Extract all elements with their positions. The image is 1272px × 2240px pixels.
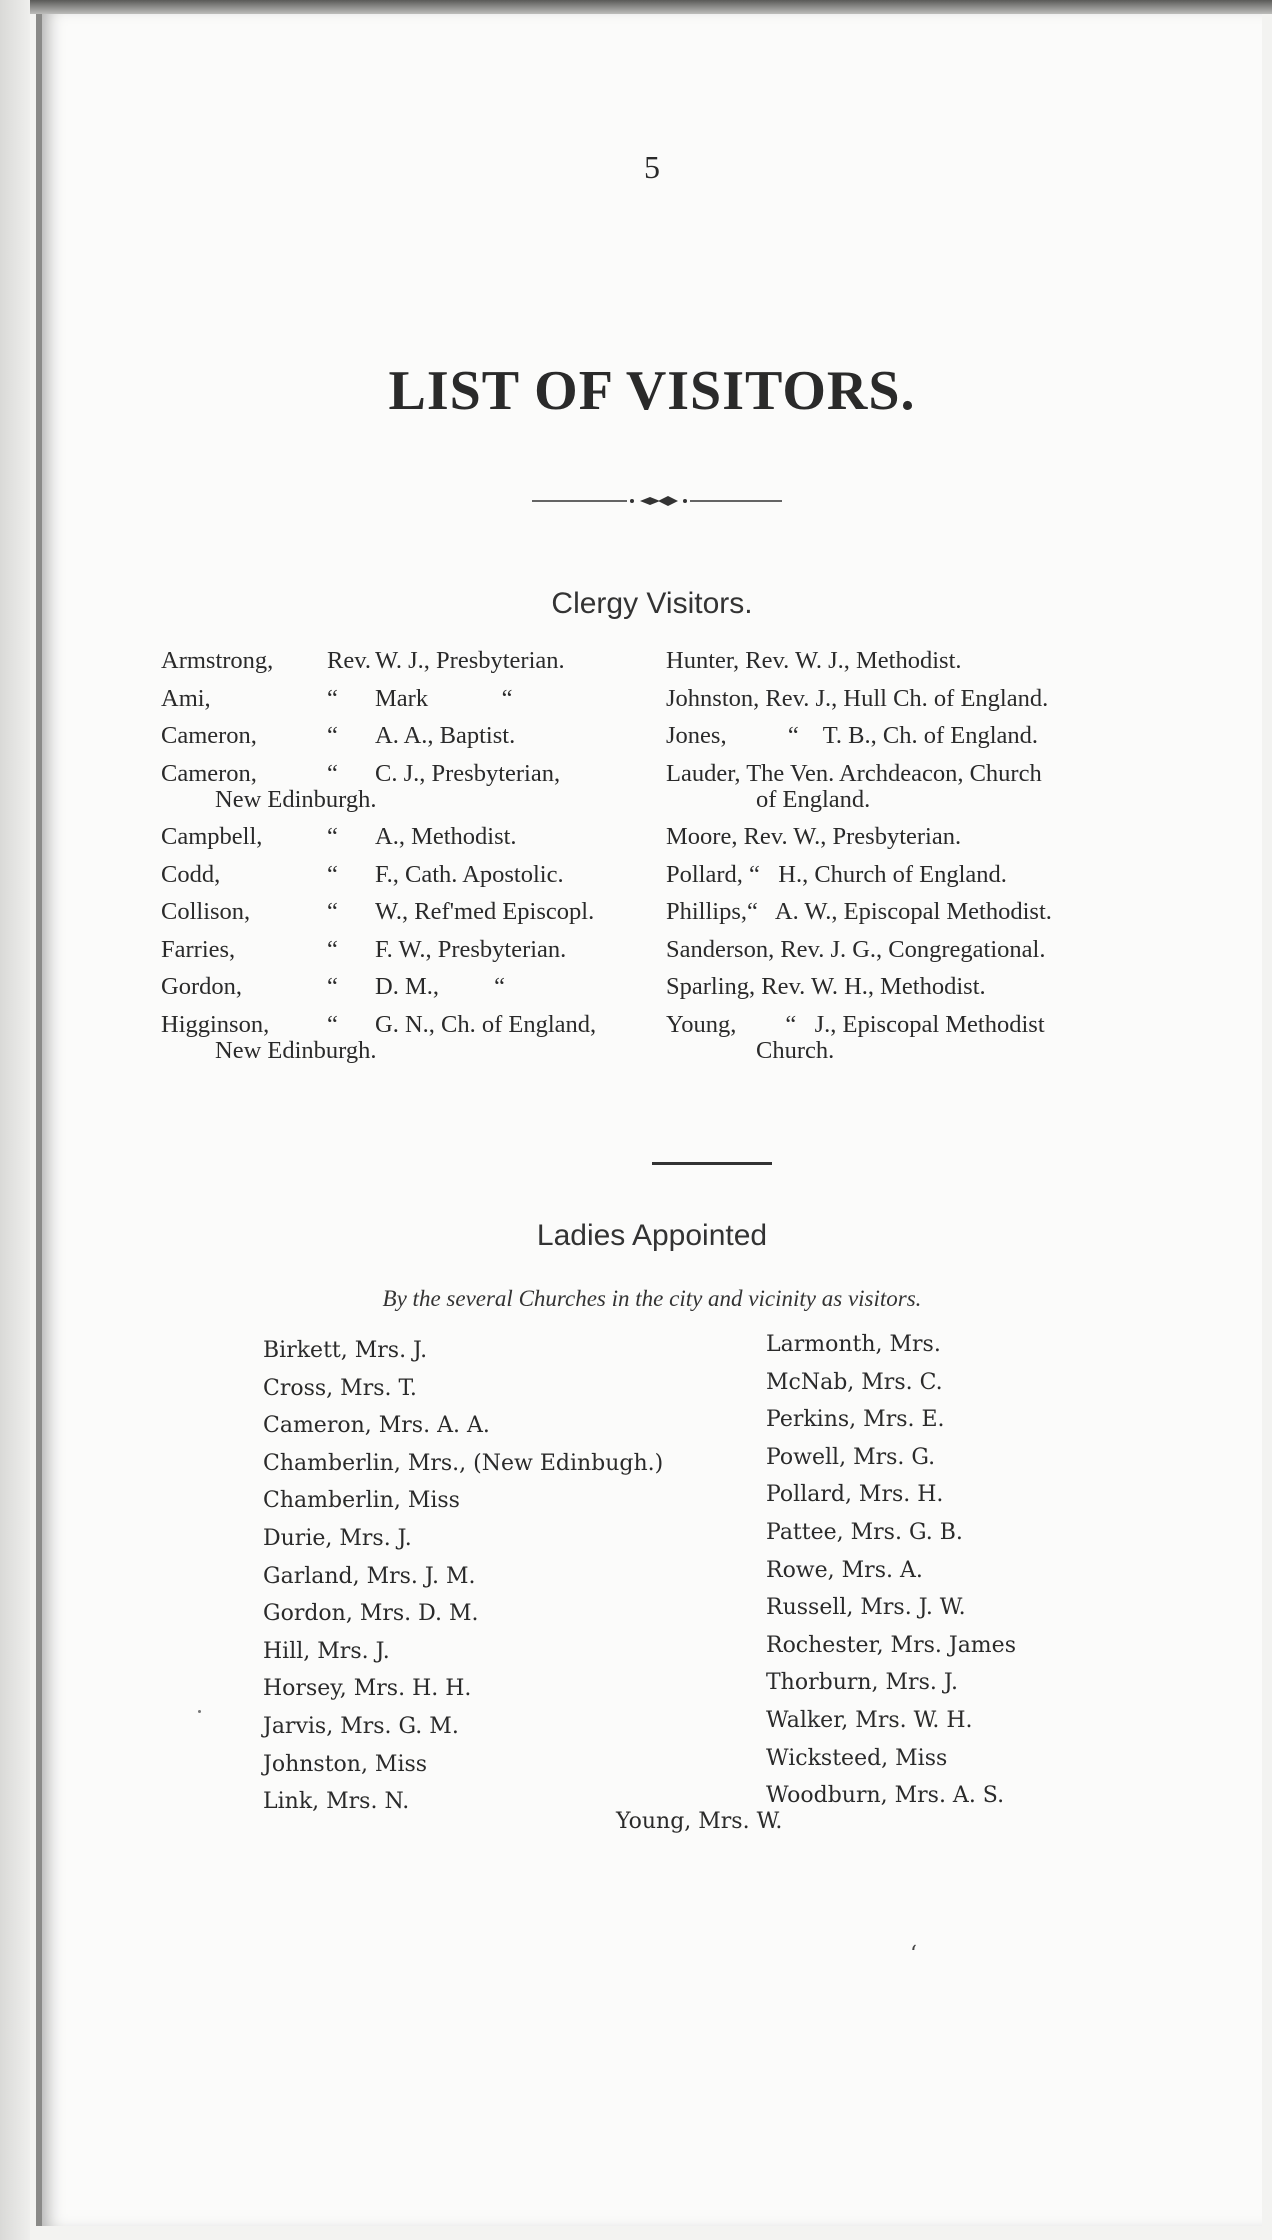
clergy-entry: Pollard, “ H., Church of England. <box>666 860 1007 888</box>
clergy-ditto: “ <box>327 935 338 963</box>
lady-entry: Pollard, Mrs. H. <box>766 1482 944 1508</box>
clergy-name: Campbell, <box>161 823 263 850</box>
clergy-detail: F. W., Presbyterian. <box>375 935 567 963</box>
clergy-name: Gordon, <box>161 973 242 1000</box>
clergy-ditto: “ <box>327 823 338 850</box>
lady-entry: McNab, Mrs. C. <box>766 1369 943 1395</box>
clergy-name: Armstrong, <box>161 647 274 674</box>
clergy-name: Ami, <box>161 684 211 712</box>
lady-entry: Wicksteed, Miss <box>766 1745 948 1771</box>
clergy-entry-continuation: Church. <box>756 1037 835 1064</box>
ladies-heading: Ladies Appointed <box>536 1219 768 1252</box>
clergy-detail: A., Methodist. <box>375 823 517 850</box>
clergy-ditto: “ <box>327 759 338 787</box>
lady-entry: Gordon, Mrs. D. M. <box>263 1601 479 1627</box>
clergy-ditto: Rev. <box>327 647 371 674</box>
lady-entry: Rowe, Mrs. A. <box>766 1557 923 1583</box>
page-number: 5 <box>644 149 660 185</box>
clergy-detail: D. M., “ <box>375 973 505 1000</box>
clergy-entry: Jones, “ T. B., Ch. of England. <box>666 722 1039 749</box>
lady-entry: Durie, Mrs. J. <box>263 1525 412 1551</box>
clergy-entry-continuation: New Edinburgh. <box>215 1037 377 1064</box>
stray-mark: ‘ <box>910 1942 917 1967</box>
clergy-entry <box>161 931 596 969</box>
lady-entry: Link, Mrs. N. <box>263 1789 410 1815</box>
lady-entry: Russell, Mrs. J. W. <box>766 1595 966 1621</box>
clergy-entry: Johnston, Rev. J., Hull Ch. of England. <box>666 684 1049 712</box>
lady-entry: Jarvis, Mrs. G. M. <box>263 1713 459 1739</box>
clergy-entry <box>161 893 596 931</box>
clergy-entry: Sparling, Rev. W. H., Methodist. <box>666 973 986 1000</box>
lady-entry: Walker, Mrs. W. H. <box>766 1707 973 1733</box>
clergy-ditto: “ <box>327 722 338 749</box>
lady-entry: Woodburn, Mrs. A. S. <box>766 1783 1005 1809</box>
clergy-entry: Moore, Rev. W., Presbyterian. <box>666 823 962 850</box>
clergy-entry <box>161 818 596 856</box>
clergy-ditto: “ <box>327 684 338 712</box>
lady-entry: Chamberlin, Miss <box>263 1488 460 1514</box>
clergy-name: Codd, <box>161 860 221 888</box>
lady-entry: Garland, Mrs. J. M. <box>263 1563 476 1589</box>
clergy-detail: G. N., Ch. of England, <box>375 1010 597 1038</box>
clergy-entry: Lauder, The Ven. Archdeacon, Church <box>666 759 1042 787</box>
clergy-detail: W., Ref'med Episcopl. <box>375 898 595 925</box>
ladies-left-column <box>263 1332 663 1821</box>
stray-dot <box>198 1710 201 1713</box>
clergy-entry <box>161 642 596 680</box>
clergy-detail: W. J., Presbyterian. <box>375 647 565 674</box>
clergy-entry <box>161 968 596 1006</box>
lady-entry: Thorburn, Mrs. J. <box>766 1670 958 1696</box>
lady-entry: Horsey, Mrs. H. H. <box>263 1676 472 1702</box>
ladies-note: By the several Churches in the city and vicinity as visitors. <box>382 1286 922 1311</box>
clergy-detail: C. J., Presbyterian, <box>375 759 561 787</box>
clergy-entry: Hunter, Rev. W. J., Methodist. <box>666 647 962 674</box>
clergy-ditto: “ <box>327 973 338 1000</box>
lady-entry: Rochester, Mrs. James <box>766 1632 1016 1658</box>
clergy-left-column <box>161 642 596 1069</box>
clergy-entry <box>161 680 596 718</box>
lady-entry: Johnston, Miss <box>263 1751 428 1777</box>
ladies-last-entry: Young, Mrs. W. <box>616 1809 783 1834</box>
page-top-edge <box>0 0 1272 14</box>
page-title: LIST OF VISITORS. <box>388 360 916 422</box>
lady-entry: Pattee, Mrs. G. B. <box>766 1519 963 1545</box>
clergy-entry: Young, “ J., Episcopal Methodist <box>666 1010 1045 1038</box>
lady-entry: Cameron, Mrs. A. A. <box>263 1413 490 1439</box>
clergy-name: Cameron, <box>161 759 257 787</box>
clergy-heading: Clergy Visitors. <box>551 587 753 620</box>
clergy-entry <box>161 856 596 894</box>
clergy-name: Collison, <box>161 898 251 925</box>
ladies-right-column <box>766 1326 1016 1815</box>
clergy-entry-continuation: of England. <box>756 786 871 813</box>
lady-entry: Birkett, Mrs. J. <box>263 1338 428 1363</box>
lady-entry: Hill, Mrs. J. <box>263 1638 390 1664</box>
clergy-entry: Sanderson, Rev. J. G., Congregational. <box>666 935 1046 963</box>
clergy-detail: A. A., Baptist. <box>375 722 516 749</box>
section-divider <box>652 1162 772 1165</box>
clergy-name: Farries, <box>161 935 236 963</box>
lady-entry: Chamberlin, Mrs., (New Edinbugh.) <box>263 1450 664 1476</box>
page-spine-edge <box>0 0 30 2240</box>
clergy-ditto: “ <box>327 1010 338 1038</box>
lady-entry: Larmonth, Mrs. <box>766 1332 941 1357</box>
clergy-entry-continuation: New Edinburgh. <box>215 786 377 813</box>
clergy-entry: Phillips,“ A. W., Episcopal Methodist. <box>666 898 1052 925</box>
clergy-detail: F., Cath. Apostolic. <box>375 860 564 888</box>
clergy-entry <box>161 717 596 755</box>
lady-entry: Perkins, Mrs. E. <box>766 1407 945 1433</box>
clergy-detail: Mark “ <box>375 684 513 712</box>
clergy-ditto: “ <box>327 860 338 888</box>
ornament-divider <box>532 494 782 508</box>
document-page <box>36 14 1262 2226</box>
lady-entry: Cross, Mrs. T. <box>263 1375 417 1401</box>
clergy-right-column <box>666 642 1052 1069</box>
lady-entry: Powell, Mrs. G. <box>766 1444 936 1470</box>
clergy-name: Cameron, <box>161 722 257 749</box>
clergy-name: Higginson, <box>161 1010 270 1038</box>
clergy-ditto: “ <box>327 898 338 925</box>
